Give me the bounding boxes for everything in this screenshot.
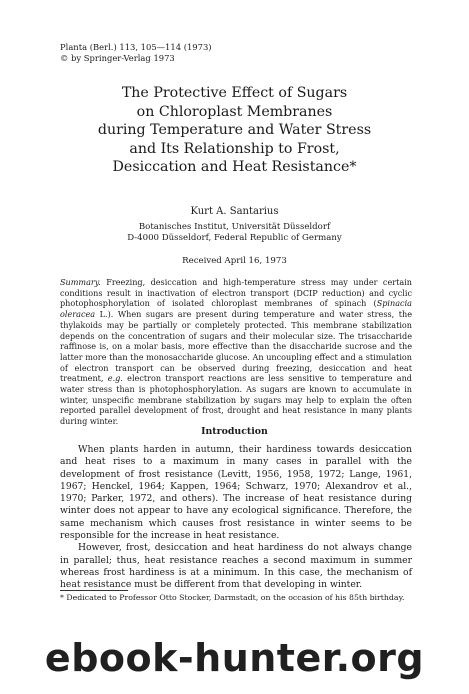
author-name: Kurt A. Santarius xyxy=(190,206,279,217)
journal-info xyxy=(60,42,212,63)
affiliation-line: D-4000 Düsseldorf, Federal Republic of Germany xyxy=(127,233,342,244)
affiliation-line: Botanisches Institut, Universität Düsseldorf xyxy=(138,222,331,232)
title-line: on Chloroplast Membranes xyxy=(136,103,333,120)
abstract-label: Summary. xyxy=(60,277,101,287)
footnote-divider xyxy=(60,590,128,591)
paragraph: However, frost, desiccation and heat hardiness do not always change in parallel; thus, heat resistance reaches a second maximum in summer whereas frost hardiness is at a minimum. In this case, the mechanism of heat resistance must be different from that developing in winter. xyxy=(60,542,412,591)
title-line: The Protective Effect of Sugars xyxy=(121,85,348,101)
affiliation xyxy=(20,222,449,245)
abstract-text: electron transport reactions are less sensitive to temperature and water stress than is photophosphorylation. As sugars are known to accumulate in winter, unspecific membrane stabilization by sugars may help to explain the often reported parallel development of frost, drought and heat resistance in many plants during winter. xyxy=(60,373,412,427)
received-date: Received April 16, 1973 xyxy=(182,256,287,266)
title-line: and Its Relationship to Frost, xyxy=(129,140,340,157)
title-line: Desiccation and Heat Resistance* xyxy=(112,159,357,175)
abstract-eg: e.g. xyxy=(107,373,123,384)
paper-title xyxy=(20,84,449,177)
section-heading: Introduction xyxy=(201,426,268,437)
paragraph: When plants harden in autumn, their hardiness towards desiccation and heat rises to a maximum in many cases in parallel with the development of frost resistance (Levitt, 1956, 1958, 1972; Lange, 1961, 1967; Henckel, 1964; Kappen, 1964; Schwarz, 1970; Alexandrov et al., 1970; Parker, 1972, and others). The increase of heat resistance during winter does not appear to have any ecological significance. Therefore, the same mechanism which causes frost resistance in winter seems to be responsible for the increase in heat resistance. xyxy=(60,444,412,542)
abstract xyxy=(60,277,412,427)
watermark-logo: ebook-hunter.org xyxy=(44,636,425,680)
title-line: during Temperature and Water Stress xyxy=(97,122,372,138)
abstract-text: L.). When sugars are present during temperature and water stress, the thylakoids may be partially or completely protected. This membrane stabilization depends on the concentration of sugars and their molecular size. The trisaccharide raffinose is, on a molar basis, more effective than the disaccharide sucrose and the latter more than the monosaccharide glucose. An uncoupling effect and a stimulation of electron transport can be observed during freezing, desiccation and heat treatment, xyxy=(60,309,412,384)
journal-copyright: © by Springer-Verlag 1973 xyxy=(60,52,175,63)
journal-citation: Planta (Berl.) 113, 105—114 (1973) xyxy=(60,42,212,52)
abstract-text: Freezing, desiccation and high-temperature stress may under certain conditions result in inactivation of electron transport (DCIP reduction) and cyclic photophosphorylation of isolated chloroplast membranes of spinach ( xyxy=(60,277,412,309)
species-name: Spinacia oleracea xyxy=(60,298,412,320)
footnote: * Dedicated to Professor Otto Stocker, Darmstadt, on the occasion of his 85th birthday. xyxy=(60,593,405,602)
body-text xyxy=(60,444,412,592)
